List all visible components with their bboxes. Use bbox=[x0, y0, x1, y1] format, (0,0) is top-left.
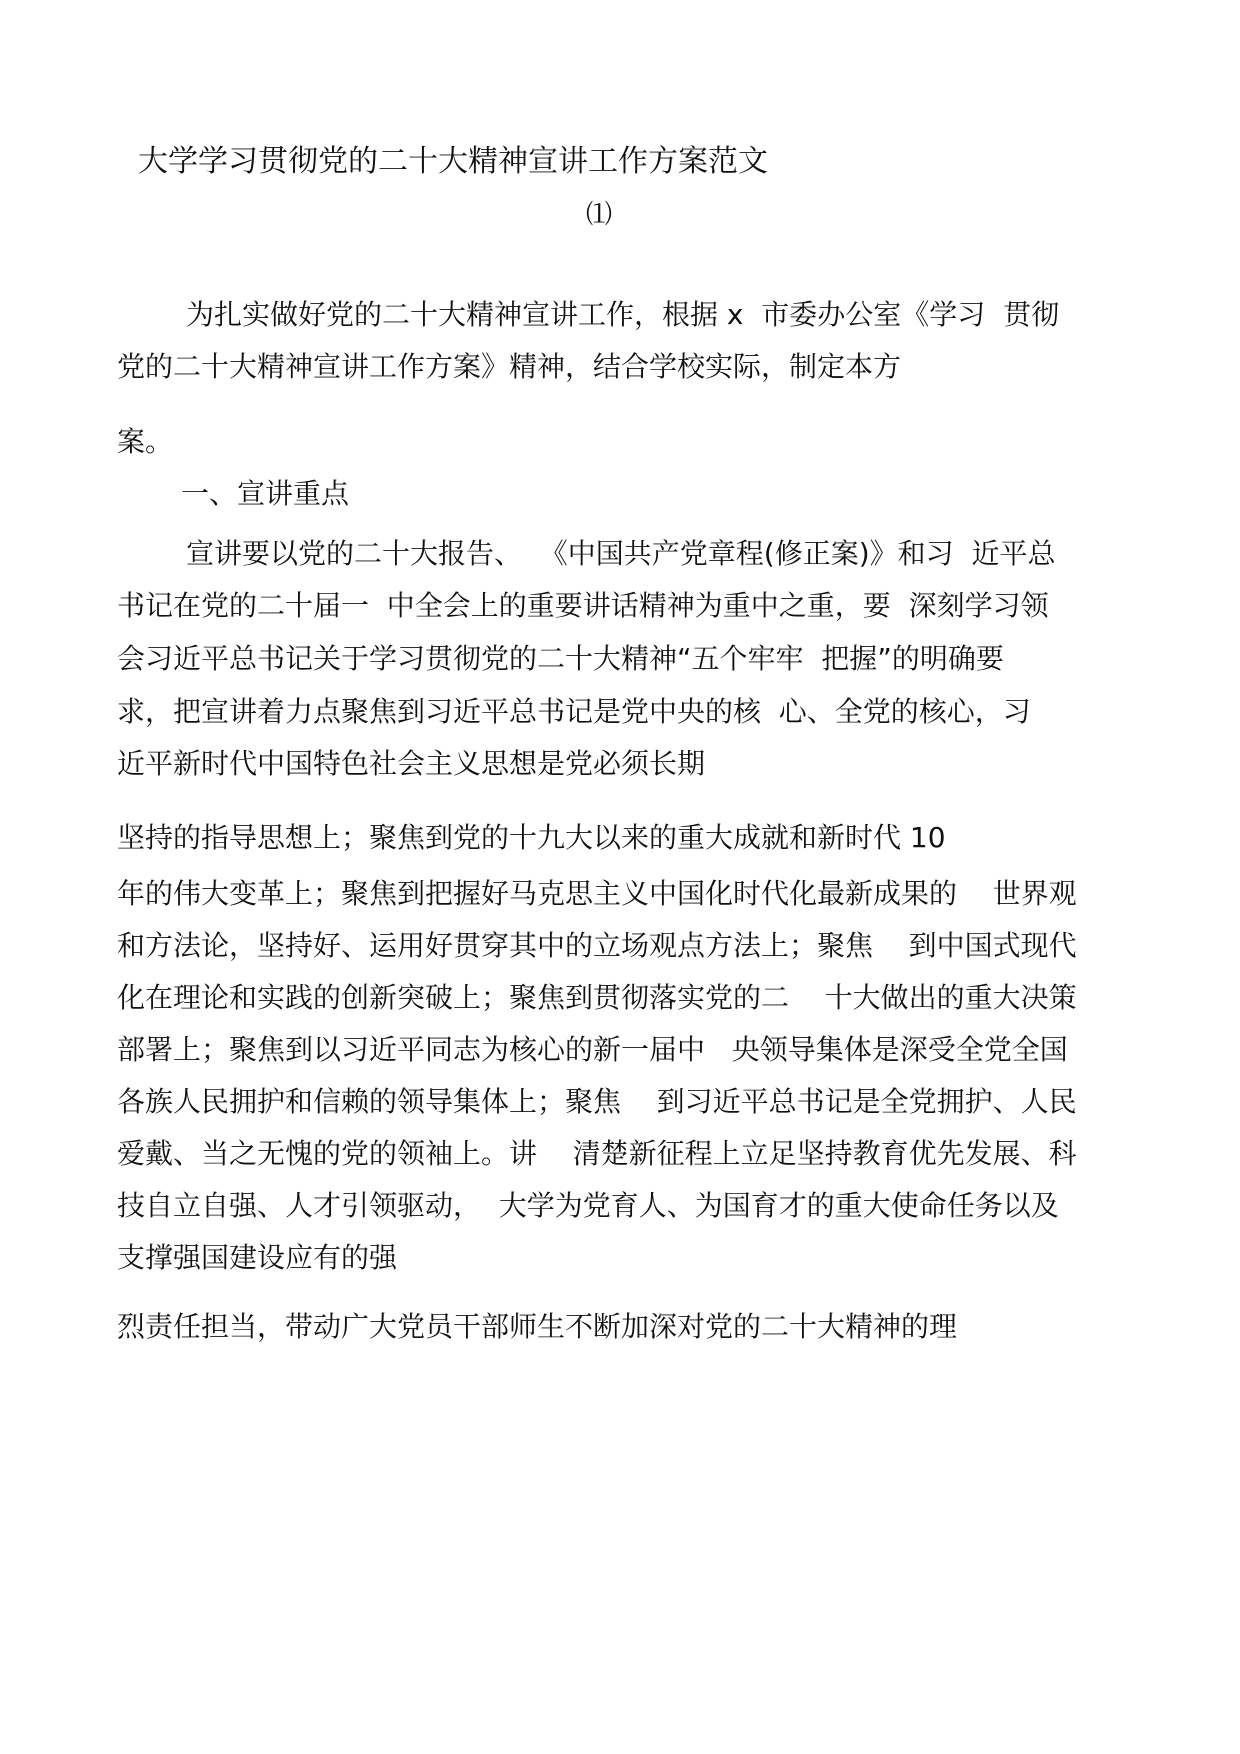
body-line: 坚持的指导思想上；聚焦到党的十九大以来的重大成就和新时代 10 bbox=[117, 821, 946, 854]
body-line: 烈责任担当，带动广大党员干部师生不断加深对党的二十大精神的理 bbox=[117, 1310, 958, 1343]
body-line: 近平新时代中国特色社会主义思想是党必须长期 bbox=[117, 747, 706, 780]
body-line: 支撑强国建设应有的强 bbox=[117, 1241, 398, 1274]
body-line: 案。 bbox=[117, 425, 174, 458]
body-line: 化在理论和实践的创新突破上；聚焦到贯彻落实党的二 十大做出的重大决策 bbox=[117, 981, 1077, 1014]
body-line: 各族人民拥护和信赖的领导集体上；聚焦 到习近平总书记是全党拥护、人民 bbox=[117, 1085, 1077, 1118]
body-line: 年的伟大变革上；聚焦到把握好马克思主义中国化时代化最新成果的 世界观 bbox=[117, 877, 1077, 910]
body-line: 书记在党的二十届一 中全会上的重要讲话精神为重中之重，要 深刻学习领 bbox=[117, 589, 1049, 622]
section-heading: 一、宣讲重点 bbox=[181, 477, 350, 510]
body-line: 求，把宣讲着力点聚焦到习近平总书记是党中央的核 心、全党的核心，习 bbox=[117, 695, 1031, 728]
body-line: 和方法论，坚持好、运用好贯穿其中的立场观点方法上；聚焦 到中国式现代 bbox=[117, 929, 1077, 962]
body-line: 部署上；聚焦到以习近平同志为核心的新一届中 央领导集体是深受全党全国 bbox=[117, 1033, 1068, 1066]
body-line: 会习近平总书记关于学习贯彻党的二十大精神“五个牢牢 把握”的明确要 bbox=[117, 642, 1004, 675]
document-title: 大学学习贯彻党的二十大精神宣讲工作方案范文 bbox=[138, 144, 768, 179]
body-line: 技自立自强、人才引领驱动， 大学为党育人、为国育才的重大使命任务以及 bbox=[117, 1189, 1059, 1222]
body-line: 党的二十大精神宣讲工作方案》精神，结合学校实际，制定本方 bbox=[117, 350, 902, 383]
body-line: 爱戴、当之无愧的党的领袖上。讲 清楚新征程上立足坚持教育优先发展、科 bbox=[117, 1137, 1077, 1170]
body-line: 宣讲要以党的二十大报告、 《中国共产党章程(修正案)》和习 近平总 bbox=[186, 537, 1056, 570]
body-line: 为扎实做好党的二十大精神宣讲工作，根据 x 市委办公室《学习 贯彻 bbox=[186, 298, 1060, 331]
document-subtitle: ⑴ bbox=[586, 200, 613, 230]
